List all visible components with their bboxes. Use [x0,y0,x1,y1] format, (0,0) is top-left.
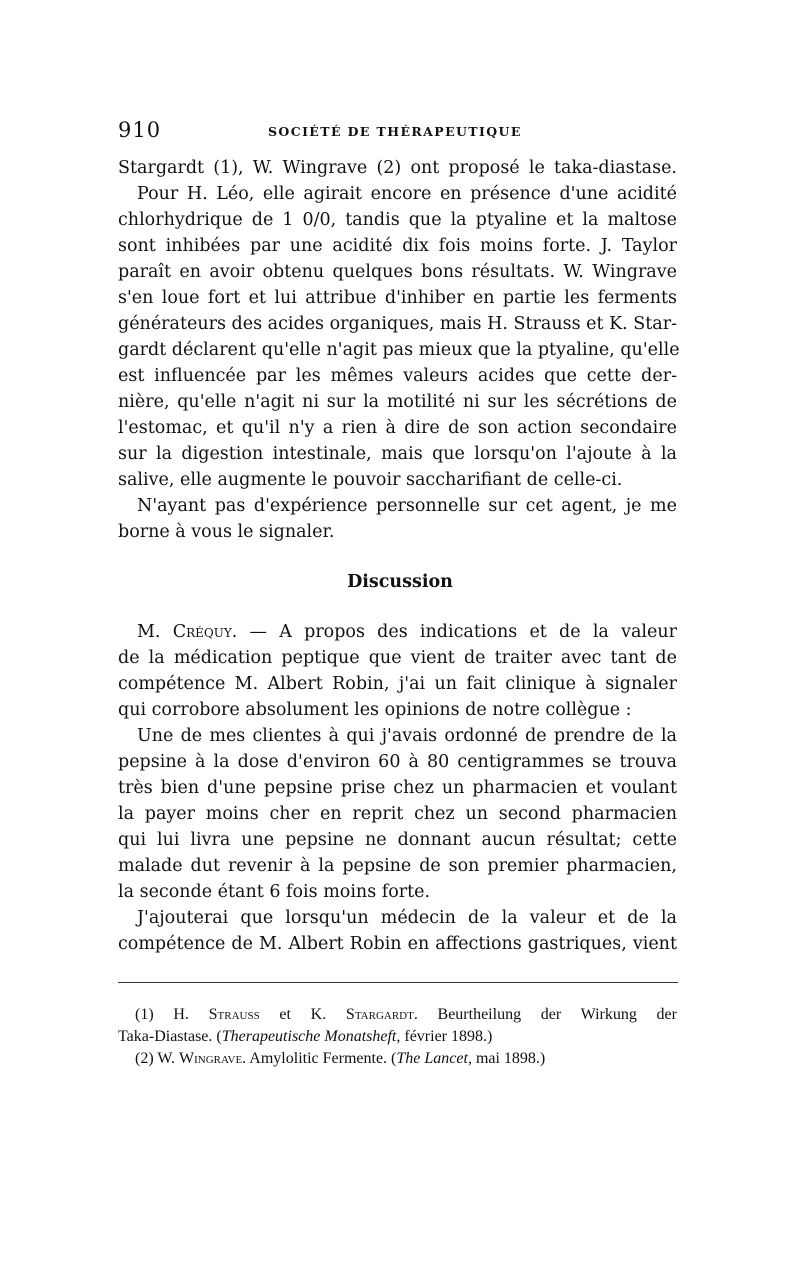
footnote-1-continued [118,1026,492,1048]
body-line: la seconde étant 6 fois moins forte. [118,882,431,902]
body-line: sur la digestion intestinale, mais que lorsqu'on l'ajoute à la [118,444,677,464]
footnote-journal: Therapeutische Monatsheft, [221,1028,401,1045]
body-line: malade dut revenir à la pepsine de son premier pharmacien, [118,856,677,876]
body-line: très bien d'une pepsine prise chez un pharmacien et voulant [118,778,677,798]
footnote-text: Amylolitic Fermente. ( [246,1050,397,1067]
footnote-author: Wingrave. [179,1050,247,1067]
footnote-text: et K. [259,1006,346,1023]
footnote-2 [135,1048,545,1070]
body-line: s'en loue fort et lui attribue d'inhiber en partie les ferments [118,288,677,308]
body-line: gardt déclarent qu'elle n'agit pas mieux que la ptyaline, qu'elle [118,340,680,360]
body-line: J'ajouterai que lorsqu'un médecin de la valeur et de la [137,908,677,928]
page-header [118,118,678,148]
footnote-text: Beurtheilung der Wirkung der [417,1006,677,1023]
footnote-text: Taka-Diastase. ( [118,1028,222,1045]
body-line: est influencée par les mêmes valeurs acides que cette der- [118,366,677,386]
footnote-text: (2) W. [135,1050,179,1067]
body-line: borne à vous le signaler. [118,522,335,542]
speaker-name: M. Créquy. [137,622,238,642]
body-line: Pour H. Léo, elle agirait encore en présence d'une acidité [137,184,677,204]
body-line: la payer moins cher en reprit chez un second pharmacien [118,804,677,824]
page-number: 910 [118,118,162,142]
running-title: SOCIÉTÉ DE THÉRAPEUTIQUE [268,124,522,139]
footnote-text: mai 1898.) [471,1050,546,1067]
body-line: l'estomac, et qu'il n'y a rien à dire de son action secondaire [118,418,677,438]
footnote-journal: The Lancet, [396,1050,472,1067]
body-line: N'ayant pas d'expérience personnelle sur cet agent, je me [137,496,677,516]
footnote-author: Stargardt. [345,1006,418,1023]
body-line: qui corrobore absolument les opinions de notre collègue : [118,700,632,720]
footnote-rule [118,982,678,983]
body-line: salive, elle augmente le pouvoir saccharifiant de celle-ci. [118,470,623,490]
body-line [137,619,677,645]
body-line: qui lui livra une pepsine ne donnant aucun résultat; cette [118,830,677,850]
body-line: compétence de M. Albert Robin en affections gastriques, vient [118,934,677,954]
footnote-text: février 1898.) [400,1028,493,1045]
body-line: Une de mes clientes à qui j'avais ordonné de prendre de la [137,726,677,746]
body-line: chlorhydrique de 1 0/0, tandis que la ptyaline et la maltose [118,210,677,230]
body-line: Stargardt (1), W. Wingrave (2) ont proposé le taka-diastase. [118,158,677,178]
body-line: pepsine à la dose d'environ 60 à 80 centigrammes se trouva [118,752,677,772]
footnote-author: Strauss [208,1006,260,1023]
body-line: nière, qu'elle n'agit ni sur la motilité ni sur les sécrétions de [118,392,677,412]
body-line: sont inhibées par une acidité dix fois moins forte. J. Taylor [118,236,677,256]
body-line: générateurs des acides organiques, mais H. Strauss et K. Star- [118,314,677,334]
section-heading: Discussion [347,572,453,592]
body-line: paraît en avoir obtenu quelques bons résultats. W. Wingrave [118,262,677,282]
body-text: — A propos des indications et de la valeur [237,622,677,642]
footnote-text: (1) H. [135,1006,209,1023]
body-line: compétence M. Albert Robin, j'ai un fait clinique à signaler [118,674,677,694]
footnote-1 [135,1004,677,1026]
body-line: de la médication peptique que vient de traiter avec tant de [118,648,677,668]
